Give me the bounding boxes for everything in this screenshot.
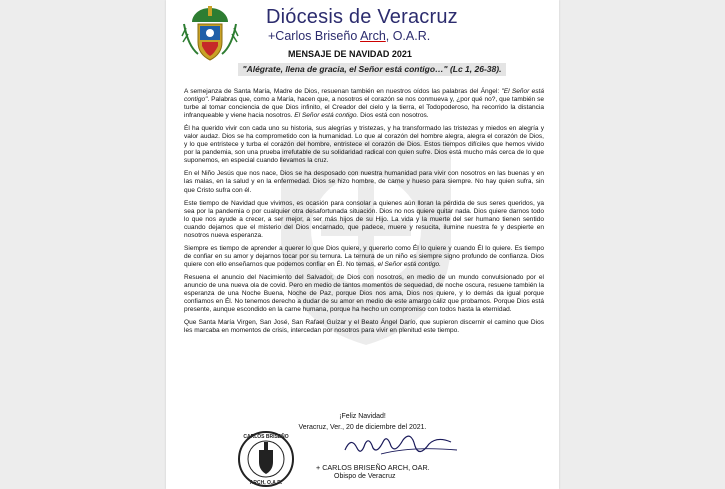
subtitle-suffix: , O.A.R. [385, 29, 431, 43]
svg-text:CARLOS BRISEÑO: CARLOS BRISEÑO [243, 434, 289, 440]
p5-text: Siempre es tiempo de aprender a querer lo que Dios quiere, y quererlo como Él lo quiere y cuando Él lo quiere. Es tiempo de confiar en su amor y dejarnos tocar por su ternura. La ternura de un niño es siempre signo profundo de confianza. Dios quiere con ello enseñarnos que podemos confiar en Él. No temas, [184, 244, 544, 268]
svg-text:ARCH, O.A.R.: ARCH, O.A.R. [249, 480, 283, 486]
p1-emphasis-1: "El Señor está contigo" [184, 88, 544, 104]
p1-text-2: . Palabras que, como a María, hacen que, a nosotros el corazón se nos conmueva y, ¿por qué no?, que también se turbe al tomar conciencia de que Dios infinito, el Creador del cielo y la tierra, el Todopoderoso, ha recorrido la distancia infranqueable y viene hacia nosotros. [184, 96, 544, 120]
official-seal-stamp [237, 430, 295, 488]
message-heading: MENSAJE DE NAVIDAD 2021 [288, 49, 412, 59]
paragraph-7: Que Santa María Virgen, San José, San Rafael Guízar y el Beato Ángel Darío, que supieron discernir el camino que Dios les marcaba en momentos de crisis, intercedan por nosotros para vivir en plenitud este tiempo. [184, 319, 544, 335]
p1-text: A semejanza de Santa María, Madre de Dios, resuenan también en nuestros oídos las palabras del Ángel: [184, 88, 502, 95]
diocese-crest-logo [178, 6, 242, 66]
paragraph-1 [184, 88, 544, 120]
paragraph-4: Este tiempo de Navidad que vivimos, es ocasión para consolar a quienes aún lloran la pérdida de sus seres queridos, ya sea por la pandemia o por cualquier otra desafortunada situación. Dios no nos quiere quitar nada. Dios quiere darnos todo lo que nos ayude a crecer, a ser mejor, a ser más hijos de su Hijo. La vida y la muerte del ser humano tienen sentido cuando dejamos que el misterio del Dios encarnado, que padece, muere y resucita, ilumine nuestra fe y despierte en nosotros nueva esperanza. [184, 199, 544, 239]
paragraph-6: Resuena el anuncio del Nacimiento del Salvador, de Dios con nosotros, en medio de un mundo convulsionado por el anuncio de una nueva ola de covid. Pero en medio de tantos momentos de sequedad, de noche oscura, resuene también la esperanza de una Noche Buena, Noche de Paz, porque Dios nos ama, Dios nos quiere, y lo demás da igual porque confiamos en Él. No tenemos derecho a dudar de su amor en medio de este amargo cáliz que probamos. Porque Dios está presente, aunque escondido en la carne humana, porque ha hecho un compromiso con todos hasta la eternidad. [184, 273, 544, 314]
p1-text-3: Dios está con nosotros. [358, 112, 429, 120]
diocese-title: Diócesis de Veracruz [266, 6, 458, 28]
date-line: Veracruz, Ver., 20 de diciembre del 2021. [298, 424, 427, 431]
subtitle-underlined: Arch [360, 29, 386, 43]
handwritten-signature [341, 432, 461, 460]
letter-page [166, 0, 559, 489]
paragraph-3: En el Niño Jesús que nos nace, Dios se ha desposado con nuestra humanidad para vivir con nosotros en las buenas y en las malas, en la salud y en la enfermedad. Dios se hizo hombre, de carne y hueso para siempre. No hay quien sufra, sin que Cristo sufra con él. [184, 170, 544, 194]
p1-emphasis-2: El Señor está contigo. [294, 112, 359, 120]
p5-emphasis: el Señor está contigo. [377, 260, 441, 268]
signatory-name: + CARLOS BRISEÑO ARCH, OAR. [316, 463, 430, 472]
signatory-title: Obispo de Veracruz [334, 473, 396, 480]
paragraph-5 [184, 245, 544, 269]
greeting-feliz-navidad: ¡Feliz Navidad! [339, 413, 386, 420]
bishop-subtitle [268, 29, 430, 43]
paragraph-2: Él ha querido vivir con cada uno su historia, sus alegrías y tristezas, y ha transformado las tristezas y miedos en alegría y valor audaz. Dios se ha comprometido con la humanidad. Lo que al corazón del hombre alegra, alegra el corazón de Dios, y lo que entristece y turba el corazón del hombre, entristece el corazón de Dios. Estos tiempos difíciles que hemos vivido por la pandemia, son una prueba irrefutable de su solidaridad radical con quien sufre. Dios está mucho más cerca de lo que suponemos, en especial cuando llevamos la cruz. [184, 125, 544, 165]
subtitle-prefix: +Carlos Briseño [268, 29, 361, 43]
scripture-quote: "Alégrate, llena de gracia, el Señor está contigo…" (Lc 1, 26-38). [238, 63, 506, 76]
letter-body [184, 88, 544, 340]
